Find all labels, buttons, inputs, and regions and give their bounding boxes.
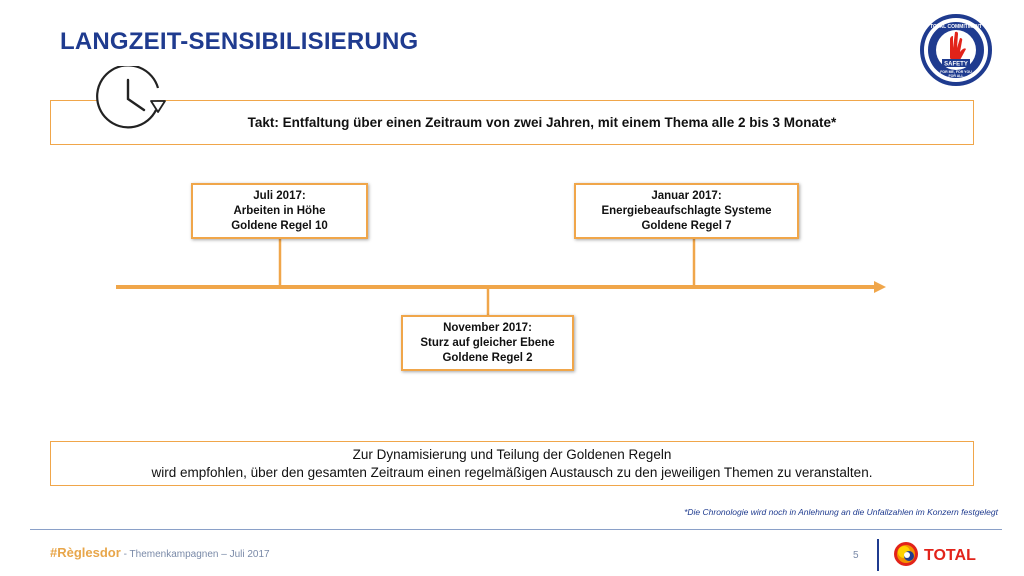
summary-line-1: Zur Dynamisierung und Teilung der Goldenen Regeln [352,446,672,462]
event-topic: Energiebeaufschlagte Systeme [601,204,772,217]
logo-text-bottom-2: FOR ALL [948,74,964,78]
footer-divider-line [30,529,1002,530]
timeline-event-box [401,315,574,371]
timeline-event-box [191,183,368,239]
footer-subtitle: - Themenkampagnen – Juli 2017 [120,549,270,560]
total-brand-logo [890,537,1000,571]
logo-text-bottom-1: FOR ME, FOR YOU [940,70,972,74]
clock-icon [94,66,172,132]
footer-caption [50,545,270,560]
summary-line-2: wird empfohlen, über den gesamten Zeitraum einen regelmäßigen Austausch zu den jeweiligen Themen zu veranstalten. [151,464,873,480]
footer-vertical-divider [877,539,879,571]
event-rule: Goldene Regel 10 [231,219,328,232]
footnote: *Die Chronologie wird noch in Anlehnung an die Unfallzahlen im Konzern festgelegt [684,507,998,517]
takt-text: Takt: Entfaltung über einen Zeitraum von zwei Jahren, mit einem Thema alle 2 bis 3 Monate* [247,115,837,130]
footer-hashtag: #Règlesdor [50,545,121,560]
event-date: Januar 2017: [651,189,722,202]
safety-commitment-logo [920,14,992,86]
event-date: Juli 2017: [253,189,306,202]
event-topic: Arbeiten in Höhe [233,204,326,217]
timeline-arrowhead [874,281,886,293]
logo-text-safety: SAFETY [944,61,968,68]
total-logo-text: TOTAL [924,547,976,564]
page-number: 5 [853,550,859,561]
page-title: LANGZEIT-SENSIBILISIERUNG [60,28,419,55]
event-topic: Sturz auf gleicher Ebene [420,336,555,349]
takt-info-box [50,100,974,145]
event-date: November 2017: [443,321,532,334]
summary-box [50,441,974,486]
logo-text-top: TOTAL COMMITMENT [930,24,982,30]
event-rule: Goldene Regel 2 [442,351,533,364]
timeline-event-box [574,183,799,239]
event-rule: Goldene Regel 7 [641,219,732,232]
